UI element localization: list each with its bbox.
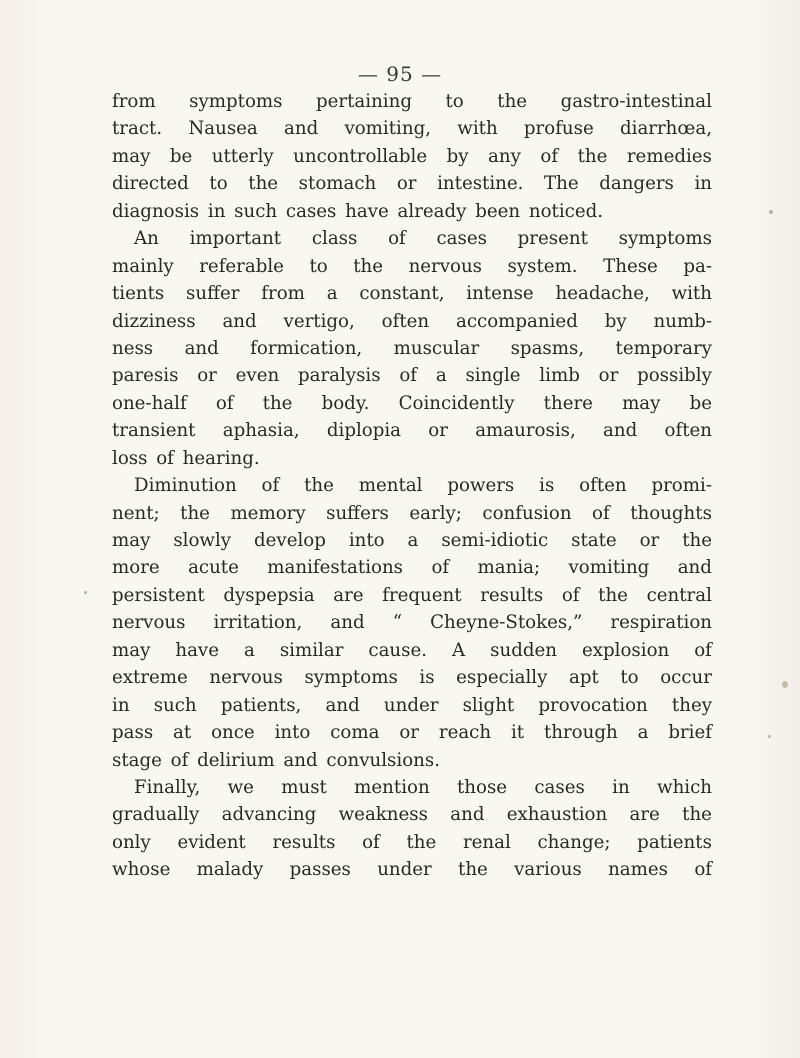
word: intestine. [437, 173, 524, 195]
word: memory [230, 502, 306, 524]
word: cases [436, 228, 487, 250]
word: Finally, [134, 776, 201, 798]
text-line [112, 88, 712, 115]
word: the [353, 255, 384, 277]
word: of [694, 639, 712, 661]
word: pertaining [316, 91, 412, 112]
word: mental [358, 475, 423, 497]
word: and [450, 804, 485, 826]
word: or [197, 365, 217, 387]
word: Cheyne-Stokes,” [430, 612, 583, 634]
word: of [215, 392, 234, 414]
word: they [671, 694, 712, 716]
word: state [571, 530, 617, 551]
paragraph-start-line [112, 472, 712, 499]
word: must [281, 776, 327, 798]
text-line [112, 115, 712, 142]
word: of [561, 584, 580, 606]
text-line [112, 692, 712, 719]
word: diplopia [326, 420, 402, 442]
word: spasms, [510, 337, 585, 359]
word: of [261, 475, 280, 497]
word: a [637, 722, 649, 744]
word: the [598, 584, 628, 606]
word: the [406, 831, 437, 853]
word: confusion [482, 502, 572, 524]
word: or [399, 722, 419, 744]
word: remedies [626, 145, 712, 167]
word: semi-idiotic [441, 530, 549, 551]
text-line [112, 362, 712, 389]
word: vomiting, [344, 118, 432, 140]
word: limb [539, 365, 580, 387]
word: various [514, 859, 582, 881]
word: and [330, 612, 365, 634]
word: temporary [615, 337, 712, 359]
word: and [222, 310, 257, 332]
word: advancing [221, 804, 317, 826]
word: even [235, 365, 280, 387]
word: the [458, 859, 488, 881]
word: A [452, 639, 466, 661]
word: especially [456, 667, 548, 689]
word: often [381, 310, 430, 332]
word: vertigo, [283, 310, 355, 332]
word: patients [637, 831, 712, 853]
text-line: stage of delirium and convulsions. [112, 749, 440, 771]
word: intense [466, 283, 534, 305]
word: it [510, 722, 525, 744]
word: pa- [683, 255, 712, 277]
word: persistent [112, 584, 205, 606]
word: a [243, 639, 255, 661]
word: the [682, 804, 712, 826]
word: are [333, 584, 364, 606]
paper-speck [782, 681, 788, 688]
word: of [431, 557, 450, 579]
word: transient [112, 420, 196, 442]
word: to [445, 91, 464, 112]
paragraph-start-line [112, 774, 712, 801]
word: a [407, 530, 419, 551]
word: we [227, 776, 254, 798]
word: mention [354, 776, 430, 798]
text-line [112, 170, 712, 197]
text-line [112, 253, 712, 280]
text-line [112, 280, 712, 307]
word: in [694, 173, 712, 195]
word: and [603, 420, 638, 442]
word: be [169, 145, 193, 167]
paper-speck [84, 591, 87, 594]
word: passes [289, 859, 351, 881]
word: may [112, 639, 151, 661]
text-line [112, 829, 712, 856]
text-line [112, 554, 712, 581]
word: frequent [382, 584, 462, 606]
word: is [539, 475, 555, 497]
word: headache, [555, 283, 650, 305]
word: develop [254, 530, 326, 551]
word: coma [330, 722, 380, 744]
word: the [304, 475, 334, 497]
word: early; [409, 502, 462, 524]
word: system. [507, 255, 578, 277]
text-line [112, 856, 712, 883]
word: once [211, 722, 255, 744]
word: often [579, 475, 627, 497]
word: These [603, 255, 658, 277]
word: formication, [250, 337, 363, 359]
word: diarrhœa, [619, 118, 712, 140]
word: which [657, 776, 712, 798]
text-line [112, 637, 712, 664]
word: tients [112, 283, 165, 305]
word: muscular [393, 337, 480, 359]
word: dyspepsia [223, 584, 315, 606]
word: may [622, 392, 661, 414]
word: of [399, 365, 418, 387]
word: with [671, 283, 712, 305]
word: patients, [220, 694, 302, 716]
word: acute [188, 557, 239, 579]
word: nervous [112, 612, 186, 634]
paragraph-start-line [112, 225, 712, 252]
word: from [112, 91, 156, 112]
word: Nausea [188, 118, 258, 140]
word: body. [321, 392, 370, 414]
word: gastro-intestinal [560, 91, 712, 112]
page-number: — 95 — [357, 62, 443, 86]
word: profuse [523, 118, 594, 140]
word: the [248, 173, 279, 195]
word: accompanied [456, 310, 578, 332]
word: and [184, 337, 219, 359]
word: the [577, 145, 608, 167]
word: directed [112, 173, 189, 195]
word: through [543, 722, 618, 744]
word: vomiting [568, 557, 650, 579]
word: gradually [112, 804, 200, 826]
word: weakness [338, 804, 428, 826]
word: of [540, 145, 559, 167]
word: to [209, 173, 228, 195]
word: to [309, 255, 328, 277]
word: of [592, 502, 610, 524]
word: nent; [112, 502, 160, 524]
word: sudden [490, 639, 557, 661]
word: dizziness [112, 310, 196, 332]
word: reach [438, 722, 492, 744]
word: possibly [637, 365, 712, 387]
word: symptoms [618, 228, 712, 250]
word: ness [112, 337, 154, 359]
word: into [348, 530, 385, 551]
word: of [694, 859, 712, 881]
word: the [262, 392, 293, 414]
word: brief [668, 722, 712, 744]
text-line [112, 500, 712, 527]
word: malady [196, 859, 264, 881]
word: slight [462, 694, 515, 716]
word: paralysis [297, 365, 381, 387]
word: The [544, 173, 579, 195]
word: and [677, 557, 712, 579]
text-line: diagnosis in such cases have already been noticed. [112, 200, 604, 222]
word: whose [112, 859, 171, 881]
word: dangers [599, 173, 674, 195]
word: in [112, 694, 130, 716]
word: powers [447, 475, 515, 497]
text-line [112, 719, 712, 746]
word: or [639, 530, 660, 551]
word: renal [462, 831, 511, 853]
word: referable [199, 255, 284, 277]
word: suffer [186, 283, 240, 305]
word: evident [177, 831, 246, 853]
word: at [173, 722, 192, 744]
word: there [543, 392, 593, 414]
word: be [689, 392, 712, 414]
word: class [311, 228, 358, 250]
word: promi- [651, 475, 712, 497]
word: change; [537, 831, 611, 853]
word: symptoms [189, 91, 283, 112]
word: a [326, 283, 338, 305]
word: numb- [653, 310, 712, 332]
text-line [112, 390, 712, 417]
word: in [612, 776, 630, 798]
word: tract. [112, 118, 163, 140]
word: any [488, 145, 521, 167]
word: the [682, 530, 712, 551]
text-line [112, 582, 712, 609]
word: aphasia, [222, 420, 300, 442]
paper-speck [768, 735, 771, 738]
word: one-half [112, 392, 187, 414]
word: only [112, 831, 151, 853]
word: is [419, 667, 435, 689]
word: may [112, 530, 151, 551]
word: single [465, 365, 521, 387]
word: Diminution [134, 475, 237, 497]
word: by [446, 145, 469, 167]
word: present [517, 228, 588, 250]
word: results [480, 584, 544, 606]
text-line [112, 527, 712, 554]
word: names [608, 859, 668, 881]
word: to [620, 667, 639, 689]
word: stomach [298, 173, 377, 195]
word: often [664, 420, 712, 442]
word: more [112, 557, 160, 579]
word: cases [534, 776, 585, 798]
body-text [112, 88, 712, 884]
word: by [604, 310, 627, 332]
text-line: loss of hearing. [112, 447, 260, 469]
word: constant, [359, 283, 445, 305]
word: such [153, 694, 197, 716]
word: have [175, 639, 219, 661]
word: into [274, 722, 311, 744]
word: uncontrollable [293, 145, 428, 167]
word: or [428, 420, 448, 442]
word: and [325, 694, 360, 716]
text-line [112, 335, 712, 362]
word: of [362, 831, 380, 853]
word: utterly [211, 145, 274, 167]
word: amaurosis, [475, 420, 576, 442]
word: under [383, 694, 439, 716]
word: of [388, 228, 406, 250]
text-line [112, 417, 712, 444]
word: similar [279, 639, 344, 661]
word: are [629, 804, 660, 826]
word: extreme [112, 667, 188, 689]
word: under [377, 859, 432, 881]
word: irritation, [213, 612, 303, 634]
word: Coincidently [398, 392, 515, 414]
word: thoughts [630, 502, 712, 524]
word: nervous [209, 667, 283, 689]
word: paresis [112, 365, 179, 387]
word: An [134, 228, 159, 250]
word: a [435, 365, 447, 387]
paper-speck [769, 210, 773, 214]
text-line [112, 609, 712, 636]
word: suffers [326, 502, 389, 524]
word: symptoms [304, 667, 398, 689]
word: those [456, 776, 508, 798]
word: mainly [112, 255, 174, 277]
word: from [261, 283, 305, 305]
text-line [112, 801, 712, 828]
word: central [646, 584, 712, 606]
word: pass [112, 722, 154, 744]
word: cause. [368, 639, 428, 661]
word: respiration [610, 612, 712, 634]
word: the [180, 502, 210, 524]
text-line [112, 143, 712, 170]
word: or [396, 173, 417, 195]
word: exhaustion [506, 804, 608, 826]
word: manifestations [267, 557, 404, 579]
text-line [112, 308, 712, 335]
word: nervous [408, 255, 483, 277]
word: results [272, 831, 336, 853]
word: explosion [581, 639, 670, 661]
word: provocation [538, 694, 648, 716]
word: with [457, 118, 498, 140]
word: slowly [173, 530, 232, 551]
word: or [598, 365, 619, 387]
word: “ [392, 612, 402, 634]
word: occur [660, 667, 712, 689]
word: important [189, 228, 282, 250]
word: may [112, 145, 151, 167]
word: and [284, 118, 319, 140]
word: mania; [477, 557, 541, 579]
text-line [112, 664, 712, 691]
word: apt [568, 667, 599, 689]
word: the [497, 91, 528, 112]
